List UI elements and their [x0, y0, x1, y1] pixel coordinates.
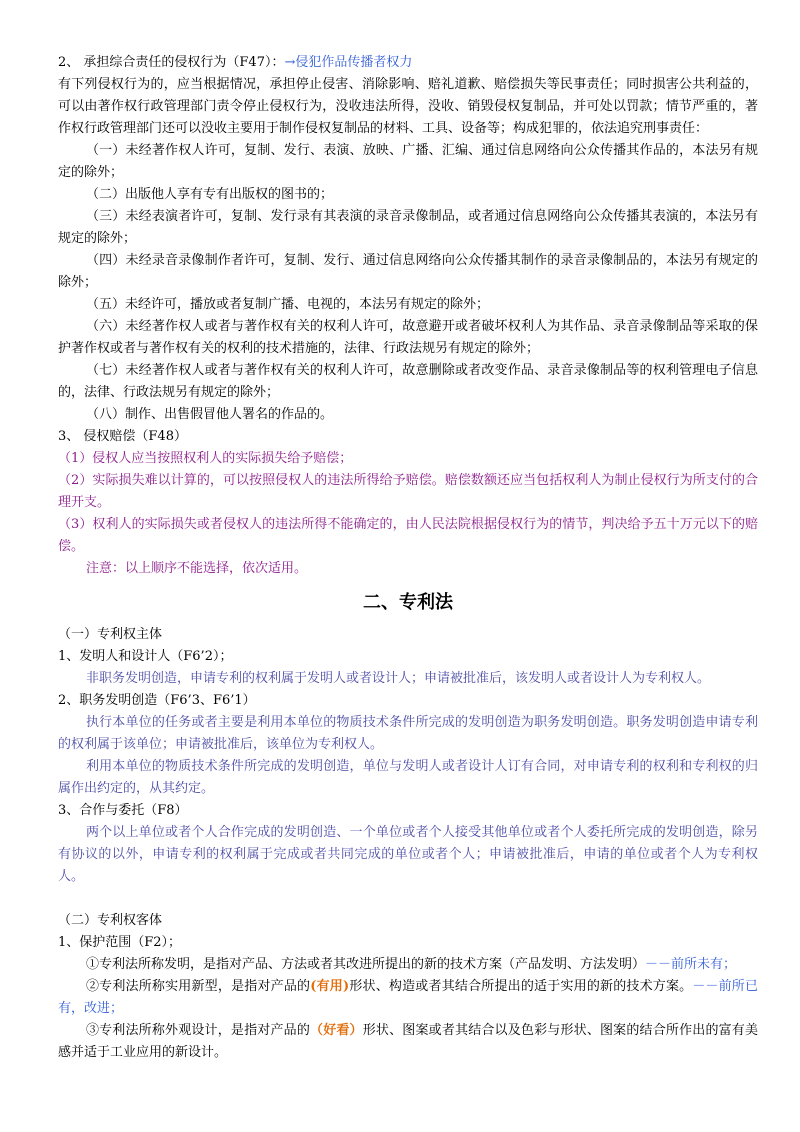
- subject-item-1-body: 非职务发明创造，申请专利的权利属于发明人或者设计人；申请被批准后，该发明人或者设计人为专利权人。: [85, 671, 710, 686]
- invention-definition: [58, 954, 758, 976]
- utility-model-definition: [58, 976, 758, 1020]
- patent-subject-title: （一）专利权主体: [58, 627, 163, 642]
- design-emphasis: （好看）: [310, 1023, 363, 1038]
- subject-item-2-title: 2、职务发明创造（F6’3、F6’1）: [58, 693, 256, 708]
- list-item: （五）未经许可，播放或者复制广播、电视的，本法另有规定的除外；: [85, 297, 489, 312]
- list-item: （三）未经表演者许可，复制、发行录有其表演的录音录像制品，或者通过信息网络向公众传播其表演的，本法另有规定的除外；: [58, 209, 758, 246]
- list-item: （一）未经著作权人许可，复制、发行、表演、放映、广播、汇编、通过信息网络向公众传播其作品的，本法另有规定的除外；: [58, 143, 758, 180]
- subject-item-3-title: 3、合作与委托（F8）: [58, 803, 188, 818]
- compensation-note: 注意：以上顺序不能选择，依次适用。: [85, 561, 307, 576]
- list-item: （七）未经著作权人或者与著作权有关的权利人许可，故意删除或者改变作品、录音录像制品等的权利管理电子信息的，法律、行政法规另有规定的除外；: [58, 363, 758, 400]
- document-page: [58, 52, 758, 1064]
- design-text: 形状、图案或者其结合以及色彩与形状、图案的结合所作出的富有美感并适于工业应用的新设计。: [58, 1023, 758, 1060]
- subject-item-2-body: 执行本单位的任务或者主要是利用本单位的物质技术条件所完成的发明创造为职务发明创造。职务发明创造申请专利的权利属于该单位；申请被批准后，该单位为专利权人。: [58, 715, 758, 752]
- utility-model-note: －－前所已有，改进；: [58, 979, 758, 1016]
- compensation-rule-1: （1）侵权人应当按照权利人的实际损失给予赔偿；: [58, 451, 353, 466]
- cross-reference-link[interactable]: →侵犯作品传播者权力: [284, 55, 413, 70]
- compensation-rule-2: （2）实际损失难以计算的，可以按照侵权人的违法所得给予赔偿。赔偿数额还应当包括权利人为制止侵权行为所支付的合理开支。: [58, 473, 758, 510]
- subject-item-3-body: 两个以上单位或者个人合作完成的发明创造、一个单位或者个人接受其他单位或者个人委托所完成的发明创造，除另有协议的以外，申请专利的权利属于完成或者共同完成的单位或者个人；申请被批准后，申请的单位或者个人为专利权人。: [58, 825, 758, 884]
- list-item: （二）出版他人享有专有出版权的图书的；: [85, 187, 333, 202]
- utility-model-emphasis: (有用): [310, 979, 350, 994]
- spacer: [58, 888, 758, 910]
- invention-note: －－前所未有；: [644, 957, 736, 972]
- list-item: （八）制作、出售假冒他人署名的作品的。: [85, 407, 333, 422]
- utility-model-text: ②专利法所称实用新型，是指对产品的: [85, 979, 311, 994]
- invention-definition-text: ①专利法所称发明，是指对产品、方法或者其改进所提出的新的技术方案（产品发明、方法发明）: [85, 957, 645, 972]
- design-definition: [58, 1020, 758, 1064]
- section-2-title-text: 2、 承担综合责任的侵权行为（F47）：: [58, 55, 285, 70]
- section-3-title: 3、 侵权赔偿（F48）: [58, 429, 187, 444]
- utility-model-text: 形状、构造或者其结合所提出的适于实用的新的技术方案。: [349, 979, 693, 994]
- subject-item-1-title: 1、发明人和设计人（F6’2）；: [58, 649, 233, 664]
- patent-law-heading: 二、专利法: [363, 592, 453, 613]
- object-item-1-title: 1、保护范围（F2）；: [58, 935, 182, 950]
- section-2-intro: 有下列侵权行为的，应当根据情况，承担停止侵害、消除影响、赔礼道歉、赔偿损失等民事责任；同时损害公共利益的，可以由著作权行政管理部门责令停止侵权行为，没收违法所得，没收、销毁侵权复制品，并可处以罚款；情节严重的，著作权行政管理部门还可以没收主要用于制作侵权复制品的材料、工具、设备等；构成犯罪的，依法追究刑事责任：: [58, 77, 758, 136]
- list-item: （四）未经录音录像制作者许可，复制、发行、通过信息网络向公众传播其制作的录音录像制品的，本法另有规定的除外；: [58, 253, 758, 290]
- patent-object-title: （二）专利权客体: [58, 913, 163, 928]
- section-2-title: [58, 52, 758, 74]
- design-text: ③专利法所称外观设计，是指对产品的: [85, 1023, 311, 1038]
- subject-item-2-body: 利用本单位的物质技术条件所完成的发明创造，单位与发明人或者设计人订有合同，对申请专利的权利和专利权的归属作出约定的，从其约定。: [58, 759, 758, 796]
- compensation-rule-3: （3）权利人的实际损失或者侵权人的违法所得不能确定的，由人民法院根据侵权行为的情节，判决给予五十万元以下的赔偿。: [58, 517, 758, 554]
- list-item: （六）未经著作权人或者与著作权有关的权利人许可，故意避开或者破坏权利人为其作品、录音录像制品等采取的保护著作权或者与著作权有关的权利的技术措施的，法律、行政法规另有规定的除外；: [58, 319, 758, 356]
